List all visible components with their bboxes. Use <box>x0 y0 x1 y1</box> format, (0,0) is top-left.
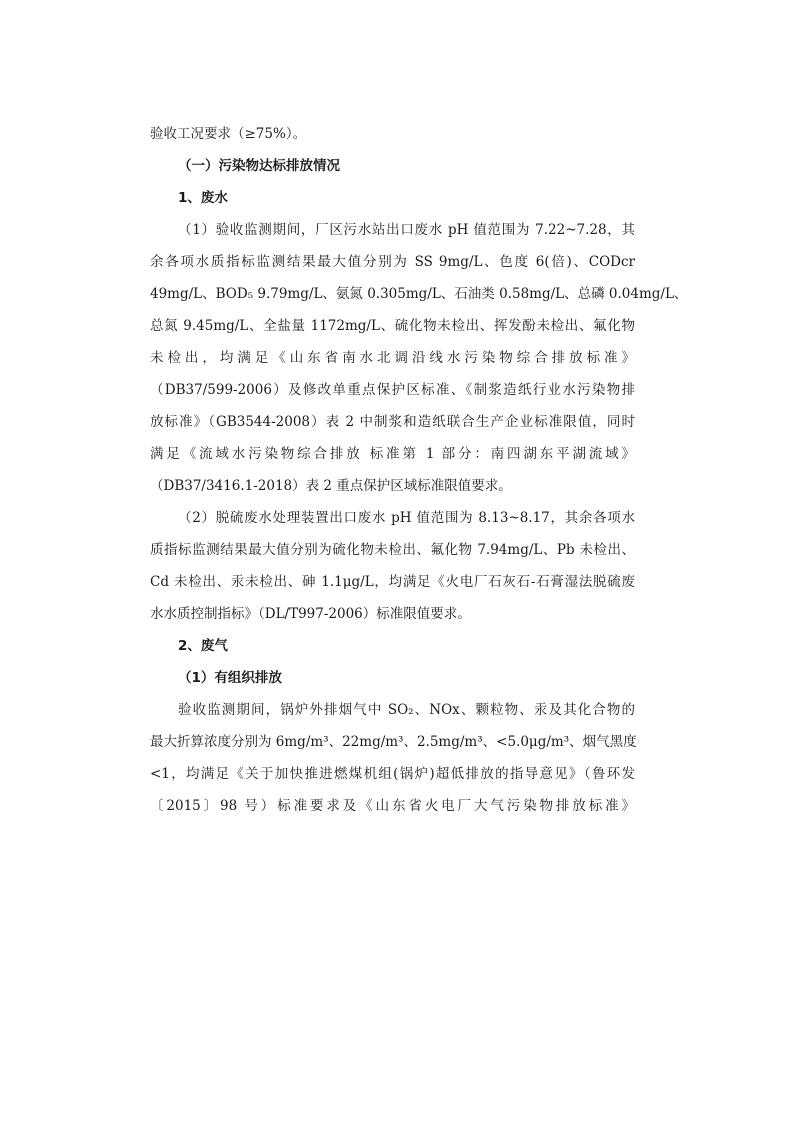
paragraph-line: 质指标监测结果最大值分别为硫化物未检出、氟化物 7.94mg/L、Pb 未检出、 <box>150 542 635 558</box>
paragraph-line: （DB37/3416.1-2018）表 2 重点保护区域标准限值要求。 <box>150 478 512 494</box>
paragraph-line: （1）验收监测期间，厂区污水站出口废水 pH 值范围为 7.22~7.28，其 <box>178 222 635 238</box>
document-page <box>150 118 688 822</box>
paragraph-line: （2）脱硫废水处理装置出口废水 pH 值范围为 8.13~8.17，其余各项水 <box>178 510 635 526</box>
paragraph-line: 未检出，均满足《山东省南水北调沿线水污染物综合排放标准》 <box>150 350 635 366</box>
paragraph-line: （DB37/599-2006）及修改单重点保护区标准、《制浆造纸行业水污染物排 <box>150 382 635 398</box>
paragraph-line: 满足《流域水污染物综合排放 标准第 1 部分：南四湖东平湖流域》 <box>150 446 635 462</box>
paragraph-line: 验收监测期间，锅炉外排烟气中 SO₂、NOx、颗粒物、汞及其化合物的 <box>178 702 635 718</box>
section-heading: （一）污染物达标排放情况 <box>178 158 340 174</box>
paragraph-line: 〔2015〕98 号）标准要求及《山东省火电厂大气污染物排放标准》 <box>150 798 635 814</box>
paragraph-line: <1，均满足《关于加快推进燃煤机组(锅炉)超低排放的指导意见》（鲁环发 <box>150 766 635 782</box>
subsubsection-heading: （1）有组织排放 <box>178 670 282 686</box>
paragraph-line: 49mg/L、BOD₅ 9.79mg/L、氨氮 0.305mg/L、石油类 0.58mg/L、总磷 0.04mg/L、 <box>150 286 688 302</box>
paragraph-line: 总氮 9.45mg/L、全盐量 1172mg/L、硫化物未检出、挥发酚未检出、氟化物 <box>150 318 635 334</box>
subsection-heading: 1、废水 <box>178 190 228 206</box>
paragraph-line: 余各项水质指标监测结果最大值分别为 SS 9mg/L、色度 6(倍)、CODcr <box>150 254 635 270</box>
subsection-heading: 2、废气 <box>178 638 228 654</box>
paragraph-line: 水水质控制指标》（DL/T997-2006）标准限值要求。 <box>150 606 471 622</box>
paragraph-line: 放标准》（GB3544-2008）表 2 中制浆和造纸联合生产企业标准限值，同时 <box>150 414 635 430</box>
text-line: 验收工况要求（≥75%）。 <box>150 126 307 142</box>
paragraph-line: Cd 未检出、汞未检出、砷 1.1μg/L，均满足《火电厂石灰石-石膏湿法脱硫废 <box>150 574 635 590</box>
paragraph-line: 最大折算浓度分别为 6mg/m³、22mg/m³、2.5mg/m³、<5.0μg/m³、烟气黑度 <box>150 734 637 750</box>
